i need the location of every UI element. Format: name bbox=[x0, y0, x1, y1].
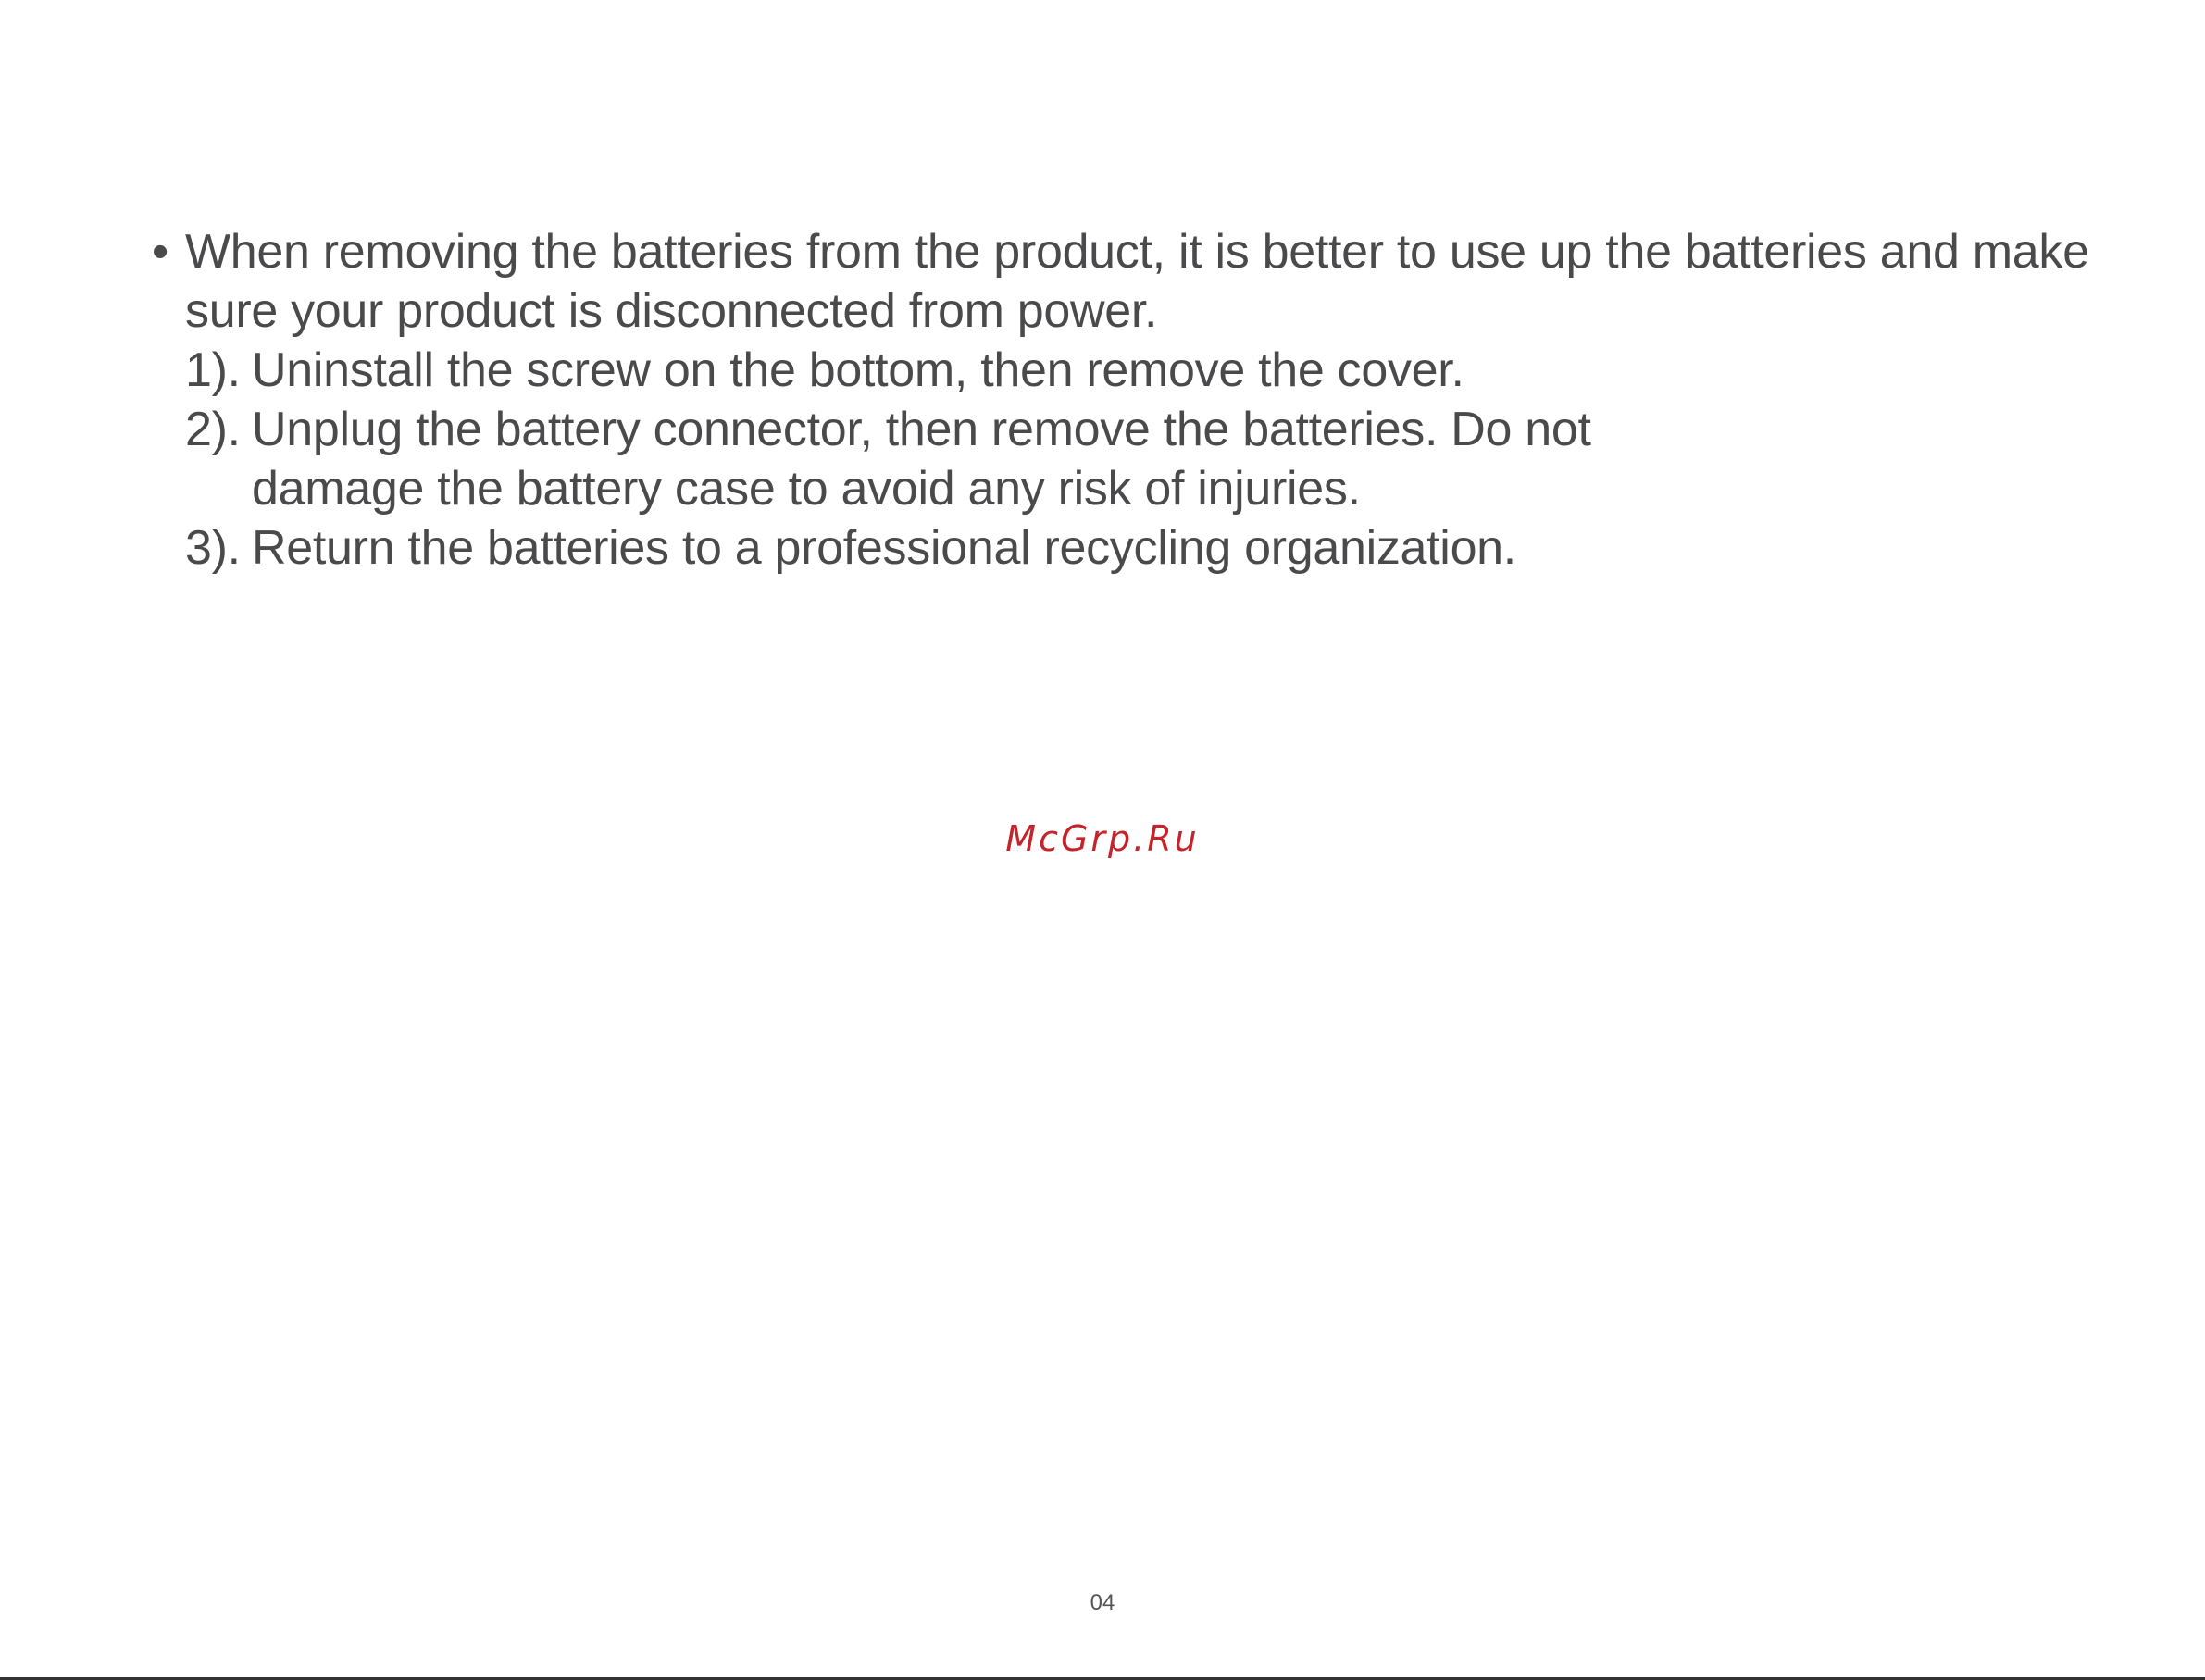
notice-intro: When removing the batteries from the product, it is better to use up the batteries and make sure your product is disconnected from power. bbox=[185, 225, 2089, 338]
battery-removal-notice bbox=[148, 222, 2092, 578]
step-text: Unplug the battery connector, then remove the batteries. Do not damage the battery case to avoid any risk of injuries. bbox=[252, 403, 1591, 516]
step-text: Uninstall the screw on the bottom, then remove the cover. bbox=[252, 343, 1464, 397]
step-number: 1). bbox=[185, 343, 241, 397]
bullet-item bbox=[148, 222, 2092, 341]
watermark: McGrp.Ru bbox=[1005, 818, 1200, 859]
list-item bbox=[185, 341, 2092, 400]
step-list bbox=[148, 341, 2092, 578]
list-item bbox=[185, 400, 2092, 518]
bullet-icon: • bbox=[152, 225, 168, 279]
step-number: 3). bbox=[185, 521, 241, 575]
step-number: 2). bbox=[185, 403, 241, 456]
step-text: Return the batteries to a professional recycling organization. bbox=[252, 521, 1516, 575]
page-number: 04 bbox=[1090, 1590, 1115, 1615]
list-item bbox=[185, 518, 2092, 578]
